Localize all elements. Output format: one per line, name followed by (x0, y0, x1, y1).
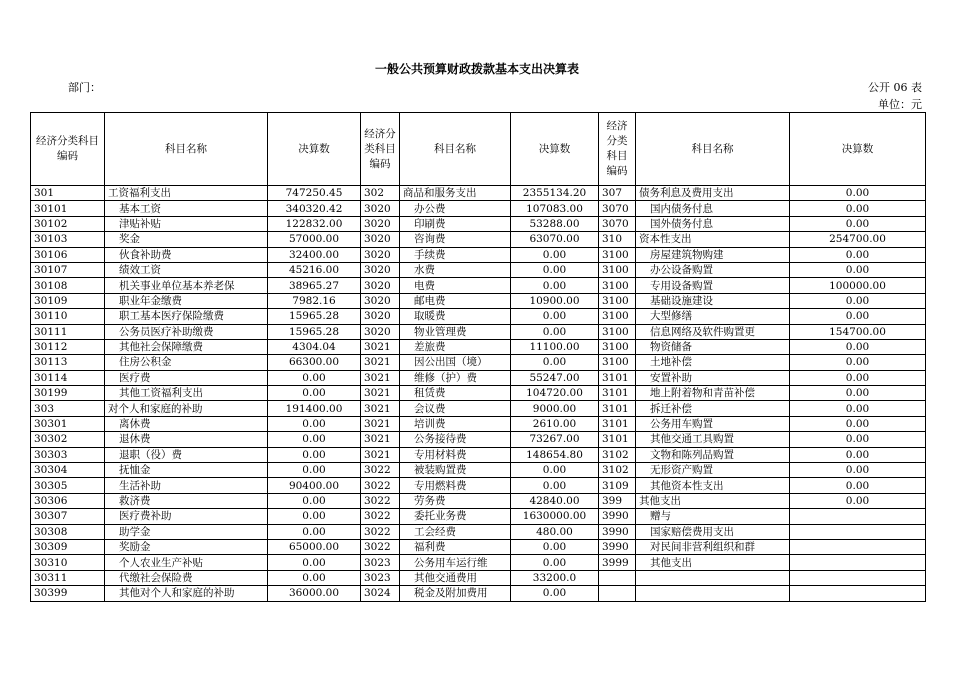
amount-cell: 0.00 (790, 416, 926, 431)
code-cell: 30109 (31, 293, 105, 308)
amount-cell: 73267.00 (511, 432, 599, 447)
code-cell (599, 570, 636, 585)
name-cell: 土地补偿 (636, 355, 790, 370)
amount-cell: 0.00 (790, 309, 926, 324)
name-cell: 职业年金缴费 (105, 293, 268, 308)
amount-cell: 65000.00 (268, 539, 361, 554)
amount-cell: 0.00 (790, 478, 926, 493)
header-code: 经济分类科目编码 (361, 113, 400, 186)
table-row (31, 493, 926, 508)
table-row (31, 201, 926, 216)
table-row (31, 432, 926, 447)
amount-cell: 191400.00 (268, 401, 361, 416)
name-cell: 工资福利支出 (105, 186, 268, 201)
amount-cell: 63070.00 (511, 232, 599, 247)
code-cell: 30310 (31, 555, 105, 570)
code-cell: 30305 (31, 478, 105, 493)
amount-cell: 0.00 (268, 432, 361, 447)
code-cell: 30301 (31, 416, 105, 431)
name-cell: 福利费 (400, 539, 511, 554)
page-title: 一般公共预算财政拨款基本支出决算表 (374, 62, 579, 76)
code-cell: 3021 (361, 339, 400, 354)
amount-cell: 0.00 (511, 278, 599, 293)
header-code: 经济分类科目编码 (599, 113, 636, 186)
header-amount: 决算数 (268, 113, 361, 186)
code-cell: 30303 (31, 447, 105, 462)
code-cell: 301 (31, 186, 105, 201)
amount-cell (790, 539, 926, 554)
code-cell: 3020 (361, 216, 400, 231)
code-cell: 30102 (31, 216, 105, 231)
amount-cell (790, 509, 926, 524)
name-cell: 国外债务付息 (636, 216, 790, 231)
amount-cell: 55247.00 (511, 370, 599, 385)
name-cell: 住房公积金 (105, 355, 268, 370)
table-row (31, 478, 926, 493)
amount-cell: 36000.00 (268, 586, 361, 601)
amount-cell: 0.00 (790, 370, 926, 385)
name-cell: 拆迁补偿 (636, 401, 790, 416)
name-cell: 其他工资福利支出 (105, 386, 268, 401)
name-cell: 其他资本性支出 (636, 478, 790, 493)
code-cell: 30302 (31, 432, 105, 447)
name-cell: 地上附着物和青苗补偿 (636, 386, 790, 401)
code-cell: 3100 (599, 293, 636, 308)
code-cell: 3021 (361, 370, 400, 385)
amount-cell: 0.00 (790, 355, 926, 370)
name-cell: 对民间非营利组织和群 (636, 539, 790, 554)
name-cell: 赠与 (636, 509, 790, 524)
name-cell: 信息网络及软件购置更 (636, 324, 790, 339)
name-cell: 生活补助 (105, 478, 268, 493)
table-row (31, 370, 926, 385)
amount-cell: 0.00 (790, 262, 926, 277)
name-cell: 国内债务付息 (636, 201, 790, 216)
department-label: 部门： (68, 81, 101, 94)
name-cell: 津贴补贴 (105, 216, 268, 231)
amount-cell: 0.00 (790, 201, 926, 216)
table-row (31, 447, 926, 462)
table-row (31, 509, 926, 524)
code-cell: 3021 (361, 432, 400, 447)
name-cell: 文物和陈列品购置 (636, 447, 790, 462)
name-cell: 印刷费 (400, 216, 511, 231)
name-cell: 电费 (400, 278, 511, 293)
code-cell: 3020 (361, 262, 400, 277)
amount-cell: 53288.00 (511, 216, 599, 231)
amount-cell: 0.00 (790, 447, 926, 462)
code-cell: 3100 (599, 324, 636, 339)
amount-cell: 0.00 (268, 555, 361, 570)
code-cell: 30111 (31, 324, 105, 339)
amount-cell: 57000.00 (268, 232, 361, 247)
code-cell: 3020 (361, 293, 400, 308)
code-cell: 3102 (599, 447, 636, 462)
amount-cell: 0.00 (511, 262, 599, 277)
amount-cell: 15965.28 (268, 324, 361, 339)
name-cell: 个人农业生产补贴 (105, 555, 268, 570)
amount-cell: 45216.00 (268, 262, 361, 277)
code-cell: 30103 (31, 232, 105, 247)
name-cell: 公务用车运行维 (400, 555, 511, 570)
code-cell: 30101 (31, 201, 105, 216)
name-cell: 咨询费 (400, 232, 511, 247)
amount-cell: 90400.00 (268, 478, 361, 493)
amount-cell: 0.00 (511, 247, 599, 262)
name-cell: 培训费 (400, 416, 511, 431)
amount-cell: 0.00 (790, 386, 926, 401)
amount-cell: 480.00 (511, 524, 599, 539)
name-cell: 其他对个人和家庭的补助 (105, 586, 268, 601)
code-cell: 3020 (361, 278, 400, 293)
table-row (31, 555, 926, 570)
code-cell: 3023 (361, 555, 400, 570)
name-cell: 救济费 (105, 493, 268, 508)
name-cell: 因公出国（境） (400, 355, 511, 370)
name-cell: 抚恤金 (105, 463, 268, 478)
amount-cell: 0.00 (511, 355, 599, 370)
amount-cell: 122832.00 (268, 216, 361, 231)
name-cell: 公务员医疗补助缴费 (105, 324, 268, 339)
table-row (31, 463, 926, 478)
name-cell: 对个人和家庭的补助 (105, 401, 268, 416)
name-cell: 基础设施建设 (636, 293, 790, 308)
table-row (31, 324, 926, 339)
code-cell: 30113 (31, 355, 105, 370)
code-cell: 3020 (361, 309, 400, 324)
amount-cell: 4304.04 (268, 339, 361, 354)
name-cell: 代缴社会保险费 (105, 570, 268, 585)
code-cell: 302 (361, 186, 400, 201)
amount-cell: 0.00 (790, 339, 926, 354)
name-cell (636, 570, 790, 585)
amount-cell: 0.00 (790, 432, 926, 447)
amount-cell: 0.00 (268, 447, 361, 462)
amount-cell: 0.00 (790, 493, 926, 508)
table-row (31, 570, 926, 585)
name-cell: 伙食补助费 (105, 247, 268, 262)
name-cell: 办公费 (400, 201, 511, 216)
amount-cell: 100000.00 (790, 278, 926, 293)
code-cell: 3999 (599, 555, 636, 570)
name-cell: 其他支出 (636, 555, 790, 570)
name-cell (636, 586, 790, 601)
name-cell: 被装购置费 (400, 463, 511, 478)
amount-cell: 42840.00 (511, 493, 599, 508)
name-cell: 机关事业单位基本养老保 (105, 278, 268, 293)
header-amount: 决算数 (511, 113, 599, 186)
amount-cell: 11100.00 (511, 339, 599, 354)
name-cell: 工会经费 (400, 524, 511, 539)
table-row (31, 247, 926, 262)
code-cell: 3070 (599, 216, 636, 231)
amount-cell: 148654.80 (511, 447, 599, 462)
amount-cell: 0.00 (268, 493, 361, 508)
code-cell: 3990 (599, 509, 636, 524)
code-cell: 30307 (31, 509, 105, 524)
name-cell: 大型修缮 (636, 309, 790, 324)
amount-cell: 0.00 (268, 570, 361, 585)
name-cell: 邮电费 (400, 293, 511, 308)
amount-cell: 33200.0 (511, 570, 599, 585)
code-cell: 3022 (361, 478, 400, 493)
name-cell: 劳务费 (400, 493, 511, 508)
code-cell: 3020 (361, 232, 400, 247)
amount-cell: 747250.45 (268, 186, 361, 201)
header-name: 科目名称 (105, 113, 268, 186)
amount-cell: 0.00 (790, 463, 926, 478)
unit-label: 单位：元 (878, 98, 922, 111)
name-cell: 专用燃料费 (400, 478, 511, 493)
amount-cell: 254700.00 (790, 232, 926, 247)
name-cell: 助学金 (105, 524, 268, 539)
code-cell: 3021 (361, 355, 400, 370)
code-cell: 3021 (361, 386, 400, 401)
amount-cell: 15965.28 (268, 309, 361, 324)
code-cell: 3022 (361, 509, 400, 524)
name-cell: 医疗费补助 (105, 509, 268, 524)
amount-cell (790, 555, 926, 570)
code-cell: 30309 (31, 539, 105, 554)
code-cell: 3070 (599, 201, 636, 216)
name-cell: 委托业务费 (400, 509, 511, 524)
amount-cell: 0.00 (511, 539, 599, 554)
amount-cell (790, 524, 926, 539)
name-cell: 办公设备购置 (636, 262, 790, 277)
code-cell: 3022 (361, 493, 400, 508)
amount-cell: 340320.42 (268, 201, 361, 216)
table-row (31, 186, 926, 201)
table-row (31, 232, 926, 247)
code-cell: 3990 (599, 539, 636, 554)
code-cell: 303 (31, 401, 105, 416)
name-cell: 维修（护）费 (400, 370, 511, 385)
header-name: 科目名称 (400, 113, 511, 186)
code-cell: 30108 (31, 278, 105, 293)
code-cell: 30304 (31, 463, 105, 478)
amount-cell: 9000.00 (511, 401, 599, 416)
amount-cell: 38965.27 (268, 278, 361, 293)
amount-cell (790, 570, 926, 585)
code-cell (599, 586, 636, 601)
table-row (31, 216, 926, 231)
code-cell: 30199 (31, 386, 105, 401)
header-row (31, 113, 926, 186)
name-cell: 奖励金 (105, 539, 268, 554)
name-cell: 债务利息及费用支出 (636, 186, 790, 201)
form-number: 公开 06 表 (868, 81, 922, 94)
code-cell: 3023 (361, 570, 400, 585)
amount-cell: 0.00 (511, 478, 599, 493)
table-row (31, 293, 926, 308)
code-cell: 3101 (599, 370, 636, 385)
code-cell: 3022 (361, 524, 400, 539)
amount-cell: 0.00 (268, 463, 361, 478)
code-cell: 30114 (31, 370, 105, 385)
amount-cell: 0.00 (790, 216, 926, 231)
name-cell: 医疗费 (105, 370, 268, 385)
name-cell: 资本性支出 (636, 232, 790, 247)
header-code: 经济分类科目编码 (31, 113, 105, 186)
amount-cell: 0.00 (268, 509, 361, 524)
code-cell: 307 (599, 186, 636, 201)
code-cell: 3022 (361, 539, 400, 554)
table-row (31, 386, 926, 401)
name-cell: 公务接待费 (400, 432, 511, 447)
code-cell: 3100 (599, 278, 636, 293)
name-cell: 税金及附加费用 (400, 586, 511, 601)
name-cell: 其他社会保障缴费 (105, 339, 268, 354)
code-cell: 3021 (361, 447, 400, 462)
table-row (31, 524, 926, 539)
code-cell: 3109 (599, 478, 636, 493)
code-cell: 3024 (361, 586, 400, 601)
amount-cell: 0.00 (511, 324, 599, 339)
amount-cell: 0.00 (790, 247, 926, 262)
amount-cell: 0.00 (511, 309, 599, 324)
code-cell: 3101 (599, 432, 636, 447)
amount-cell: 0.00 (268, 370, 361, 385)
code-cell: 3990 (599, 524, 636, 539)
code-cell: 3022 (361, 463, 400, 478)
code-cell: 3020 (361, 201, 400, 216)
amount-cell: 0.00 (268, 416, 361, 431)
name-cell: 其他交通费用 (400, 570, 511, 585)
amount-cell: 10900.00 (511, 293, 599, 308)
name-cell: 商品和服务支出 (400, 186, 511, 201)
name-cell: 会议费 (400, 401, 511, 416)
amount-cell: 0.00 (790, 401, 926, 416)
table-row (31, 401, 926, 416)
amount-cell (790, 586, 926, 601)
name-cell: 离休费 (105, 416, 268, 431)
code-cell: 30399 (31, 586, 105, 601)
table-row (31, 416, 926, 431)
name-cell: 手续费 (400, 247, 511, 262)
table-row (31, 339, 926, 354)
table-row (31, 586, 926, 601)
amount-cell: 0.00 (790, 293, 926, 308)
code-cell: 3101 (599, 416, 636, 431)
code-cell: 3100 (599, 247, 636, 262)
amount-cell: 0.00 (511, 555, 599, 570)
header-name: 科目名称 (636, 113, 790, 186)
amount-cell: 66300.00 (268, 355, 361, 370)
name-cell: 其他支出 (636, 493, 790, 508)
amount-cell: 1630000.00 (511, 509, 599, 524)
name-cell: 安置补助 (636, 370, 790, 385)
name-cell: 职工基本医疗保险缴费 (105, 309, 268, 324)
code-cell: 3100 (599, 309, 636, 324)
amount-cell: 0.00 (790, 186, 926, 201)
name-cell: 房屋建筑物购建 (636, 247, 790, 262)
amount-cell: 7982.16 (268, 293, 361, 308)
name-cell: 水费 (400, 262, 511, 277)
table-row (31, 262, 926, 277)
table-row (31, 278, 926, 293)
amount-cell: 154700.00 (790, 324, 926, 339)
code-cell: 30112 (31, 339, 105, 354)
name-cell: 退职（役）费 (105, 447, 268, 462)
name-cell: 物资储备 (636, 339, 790, 354)
name-cell: 公务用车购置 (636, 416, 790, 431)
code-cell: 30311 (31, 570, 105, 585)
code-cell: 3021 (361, 401, 400, 416)
code-cell: 3021 (361, 416, 400, 431)
name-cell: 差旅费 (400, 339, 511, 354)
code-cell: 3102 (599, 463, 636, 478)
code-cell: 3100 (599, 355, 636, 370)
amount-cell: 0.00 (511, 586, 599, 601)
name-cell: 专用设备购置 (636, 278, 790, 293)
code-cell: 3020 (361, 324, 400, 339)
amount-cell: 2610.00 (511, 416, 599, 431)
amount-cell: 0.00 (268, 524, 361, 539)
name-cell: 租赁费 (400, 386, 511, 401)
amount-cell: 104720.00 (511, 386, 599, 401)
name-cell: 取暖费 (400, 309, 511, 324)
table-row (31, 355, 926, 370)
name-cell: 物业管理费 (400, 324, 511, 339)
code-cell: 3101 (599, 386, 636, 401)
name-cell: 退休费 (105, 432, 268, 447)
code-cell: 30106 (31, 247, 105, 262)
expenditure-table (30, 112, 926, 602)
name-cell: 无形资产购置 (636, 463, 790, 478)
table-row (31, 309, 926, 324)
amount-cell: 0.00 (268, 386, 361, 401)
name-cell: 绩效工资 (105, 262, 268, 277)
name-cell: 专用材料费 (400, 447, 511, 462)
code-cell: 3100 (599, 262, 636, 277)
header-amount: 决算数 (790, 113, 926, 186)
amount-cell: 32400.00 (268, 247, 361, 262)
table-row (31, 539, 926, 554)
amount-cell: 0.00 (511, 463, 599, 478)
name-cell: 奖金 (105, 232, 268, 247)
code-cell: 399 (599, 493, 636, 508)
code-cell: 3100 (599, 339, 636, 354)
name-cell: 其他交通工具购置 (636, 432, 790, 447)
code-cell: 3020 (361, 247, 400, 262)
code-cell: 30107 (31, 262, 105, 277)
name-cell: 国家赔偿费用支出 (636, 524, 790, 539)
amount-cell: 2355134.20 (511, 186, 599, 201)
amount-cell: 107083.00 (511, 201, 599, 216)
code-cell: 30110 (31, 309, 105, 324)
code-cell: 3101 (599, 401, 636, 416)
code-cell: 310 (599, 232, 636, 247)
code-cell: 30306 (31, 493, 105, 508)
name-cell: 基本工资 (105, 201, 268, 216)
code-cell: 30308 (31, 524, 105, 539)
